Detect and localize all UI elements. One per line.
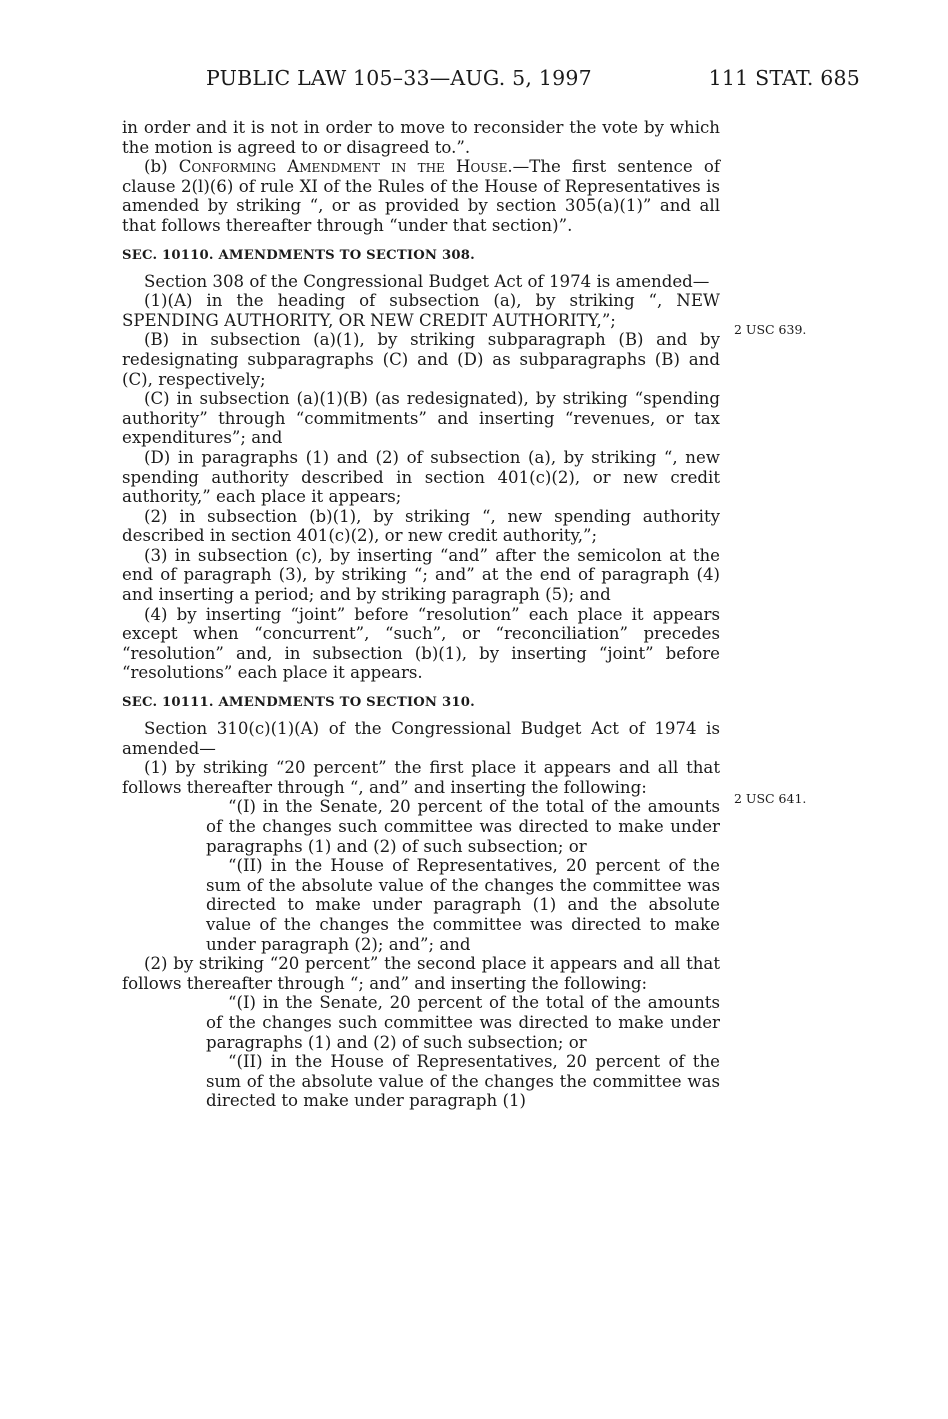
sec10110-item: (3) in subsection (c), by inserting “and” after the semicolon at the end of paragraph (3), by striking “; and” at the end of paragraph (4) and inserting a period; and by striking paragraph (5); and	[122, 545, 720, 605]
sec10110-item: (2) in subsection (b)(1), by striking “, new spending authority described in section 401(c)(2), or new credit authority,”;	[122, 506, 720, 546]
margin-note-2usc641: 2 USC 641.	[734, 791, 807, 806]
sec10110-item: (4) by inserting “joint” before “resolution” each place it appears except when “concurrent”, “such”, or “reconciliation” precedes “resolution” and, in subsection (b)(1), by inserting “joint” before “resolutions” each place it appears.	[122, 604, 720, 683]
paragraph-b-text: —The first sentence of clause 2(l)(6) of rule XI of the Rules of the House of Representatives is amended by striking “, or as provided by section 305(a)(1)” and all that follows thereafter through “under that section)”.	[122, 157, 720, 235]
section-10111-intro: Section 310(c)(1)(A) of the Congressional Budget Act of 1974 is amended—	[122, 719, 720, 758]
quoted-subclause: “(II) in the House of Representatives, 20 percent of the sum of the absolute value of the changes the committee was directed to make under paragraph (1) and the absolute value of the changes the committee was directed to make under paragraph (2); and”; and	[206, 856, 720, 954]
section-heading-10110: SEC. 10110. AMENDMENTS TO SECTION 308.	[122, 247, 475, 263]
body-text	[122, 118, 720, 1111]
sec10110-item: (1)(A) in the heading of subsection (a), by striking “, NEW SPENDING AUTHORITY, OR NEW CREDIT AUTHORITY,”;	[122, 291, 720, 330]
quoted-subclause: “(II) in the House of Representatives, 20 percent of the sum of the absolute value of the changes the committee was directed to make under paragraph (1)	[206, 1052, 720, 1111]
margin-note-2usc639: 2 USC 639.	[734, 322, 807, 337]
quoted-subclause: “(I) in the Senate, 20 percent of the total of the amounts of the changes such committee was directed to make under paragraphs (1) and (2) of such subsection; or	[206, 797, 720, 856]
sec10111-paragraph-2: (2) by striking “20 percent” the second place it appears and all that follows thereafter through “; and” and inserting the following:	[122, 954, 720, 993]
page-header	[120, 66, 860, 100]
continuation-text: in order and it is not in order to move to reconsider the vote by which the motion is agreed to or disagreed to.”.	[122, 118, 720, 157]
paragraph-b-heading: Conforming Amendment in the House.	[178, 157, 513, 177]
sec10110-item: (B) in subsection (a)(1), by striking subparagraph (B) and by redesignating subparagraphs (C) and (D) as subparagraphs (B) and (C), respectively;	[122, 330, 720, 389]
header-title: PUBLIC LAW 105–33—AUG. 5, 1997	[206, 66, 592, 90]
quoted-subclause: “(I) in the Senate, 20 percent of the total of the amounts of the changes such committee was directed to make under paragraphs (1) and (2) of such subsection; or	[206, 993, 720, 1052]
sec10111-paragraph-1: (1) by striking “20 percent” the first place it appears and all that follows thereafter through “, and” and inserting the following:	[122, 758, 720, 797]
header-stat-page: 111 STAT. 685	[708, 66, 860, 90]
paragraph-b	[122, 157, 720, 235]
section-heading-10111: SEC. 10111. AMENDMENTS TO SECTION 310.	[122, 695, 475, 711]
sec10110-item: (C) in subsection (a)(1)(B) (as redesignated), by striking “spending authority” through “commitments” and inserting “revenues, or tax expenditures”; and	[122, 389, 720, 448]
paragraph-b-label: (b)	[144, 157, 179, 177]
section-10110-intro: Section 308 of the Congressional Budget Act of 1974 is amended—	[144, 271, 710, 291]
sec10110-item: (D) in paragraphs (1) and (2) of subsection (a), by striking “, new spending authority described in section 401(c)(2), or new credit authority,” each place it appears;	[122, 447, 720, 507]
